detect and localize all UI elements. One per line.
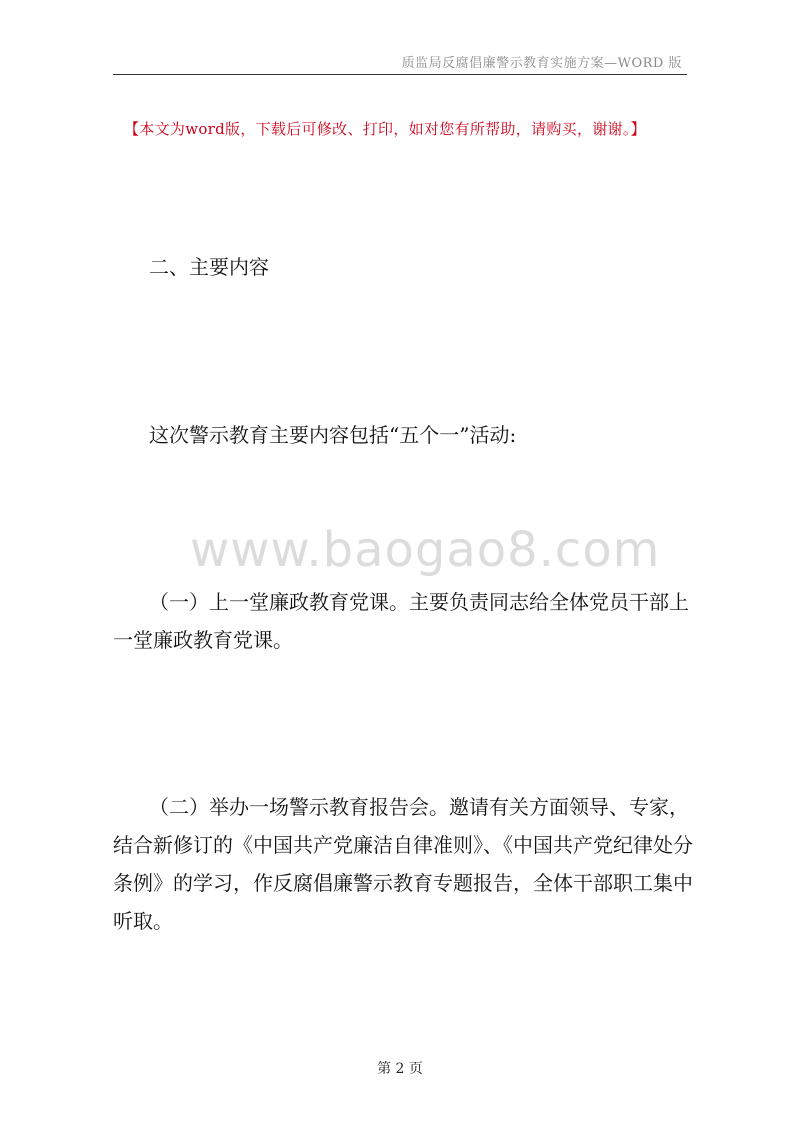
header-divider: [113, 74, 687, 75]
header-title: 质监局反腐倡廉警示教育实施方案—WORD 版: [401, 56, 682, 71]
watermark: www.baogao8.com: [190, 522, 661, 578]
section-heading: 二、主要内容: [149, 255, 269, 279]
item-paragraph-2: （二）举办一场警示教育报告会。邀请有关方面领导、专家，结合新修订的《中国共产党廉洁自律准则》、《中国共产党纪律处分条例》的学习，作反腐倡廉警示教育专题报告，全体干部职工集中听取。: [113, 795, 693, 933]
intro-paragraph: 这次警示教育主要内容包括“五个一”活动:: [149, 423, 517, 447]
page-number: 第 2 页: [377, 1061, 423, 1077]
item-paragraph-1: （一）上一堂廉政教育党课。主要负责同志给全体党员干部上一堂廉政教育党课。: [113, 590, 689, 652]
purchase-notice: 【本文为word版，下载后可修改、打印，如对您有所帮助，请购买，谢谢。】: [124, 120, 646, 138]
